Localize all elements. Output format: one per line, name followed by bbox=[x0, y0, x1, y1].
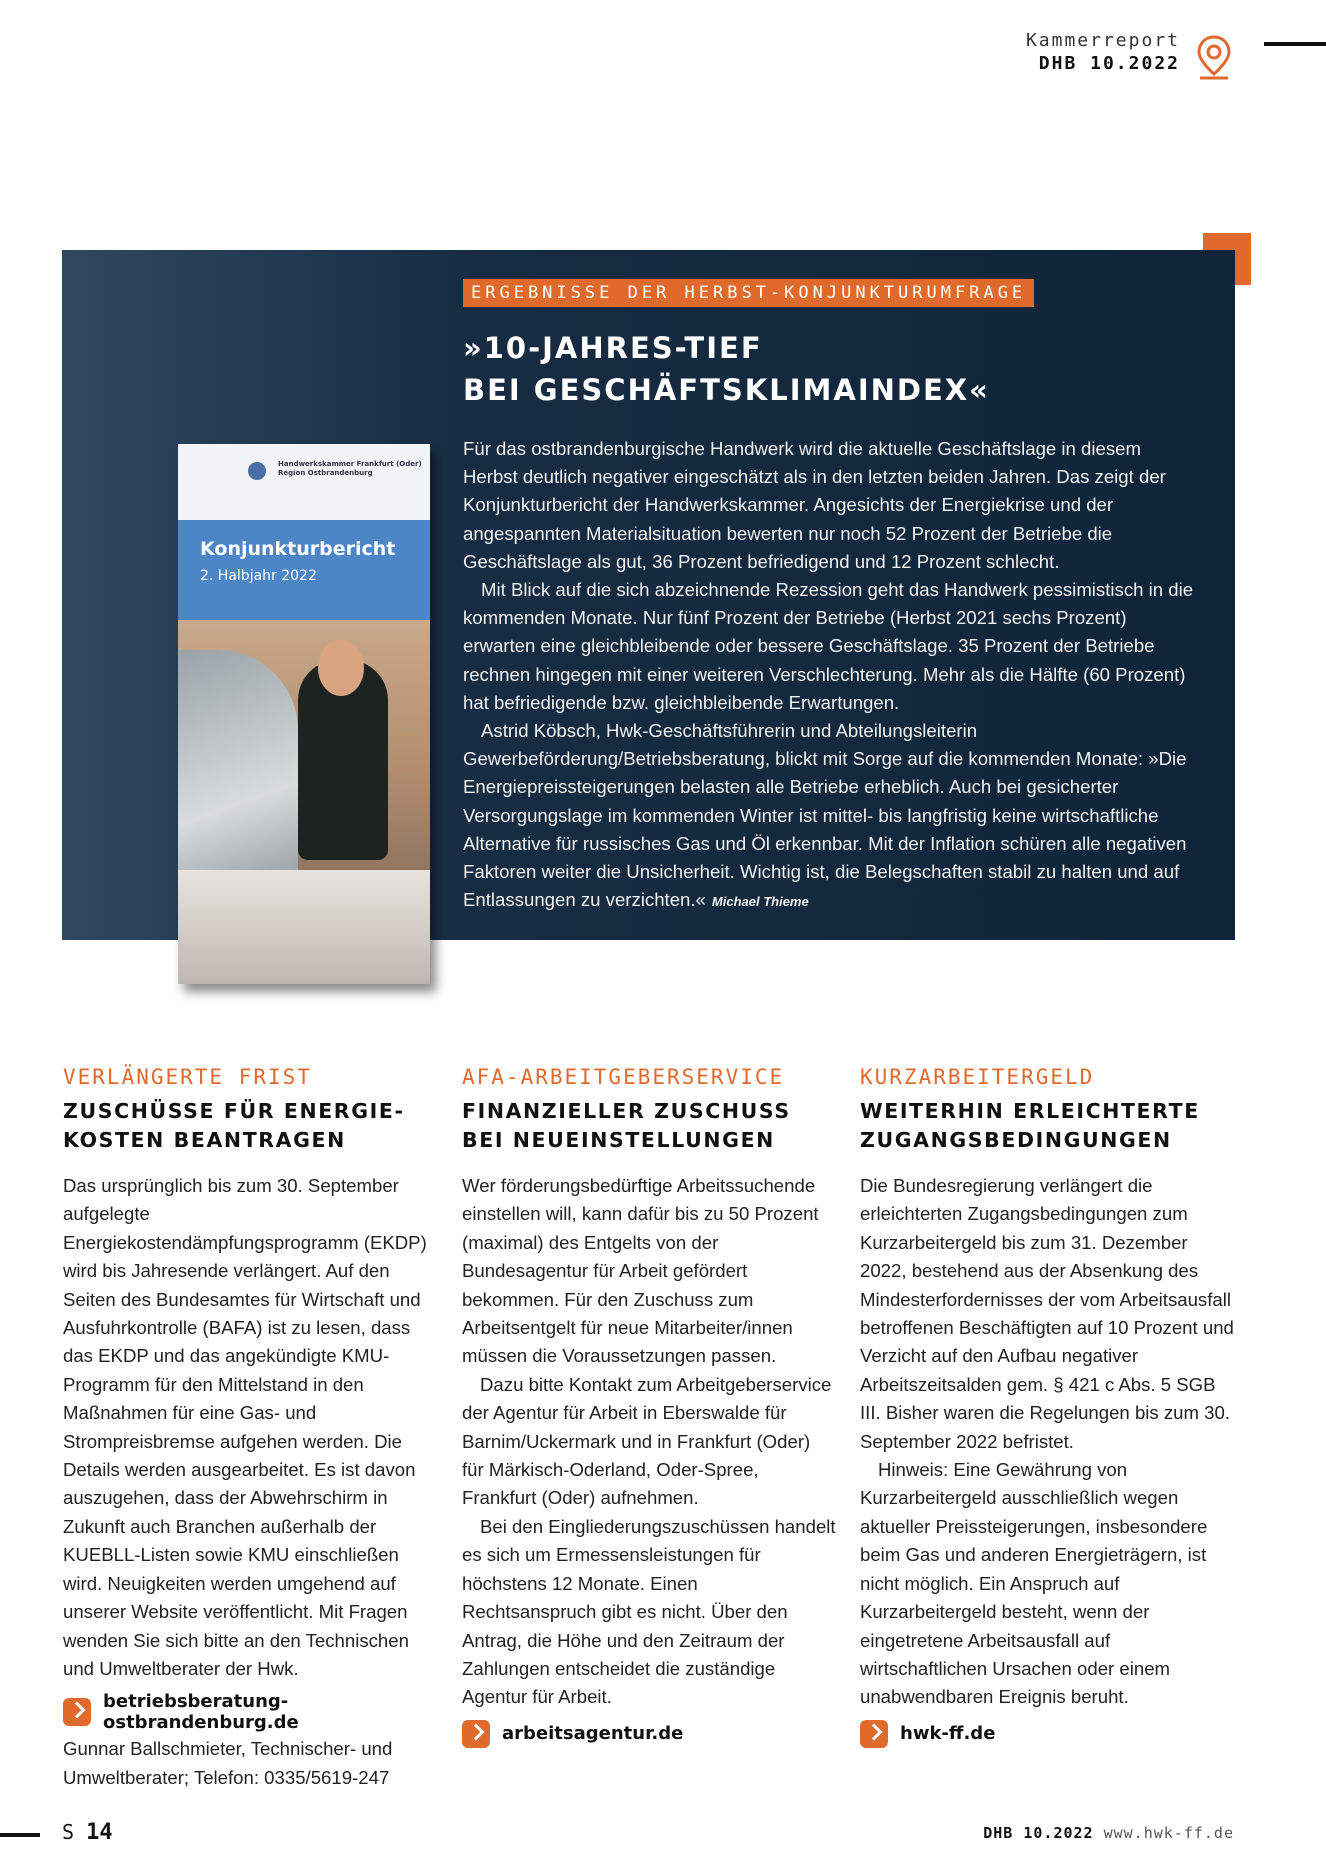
footer-issue: DHB 10.2022 bbox=[983, 1824, 1094, 1842]
column-body: Das ursprünglich bis zum 30. September aufgelegte Energiekostendämpfungsprogramm (EKDP) wird bis Jahresende verlängert. Auf den Seiten des Bundesamtes für Wirtschaft und Ausfuhrkontrolle (BAFA) ist zu lesen, dass das EKDP und das angekündigte KMU-Programm für den Mittelstand in den Maßnahmen für eine Gas- und Strompreisbremse aufgehen werden. Die Details werden ausgearbeitet. Es ist davon auszugehen, dass der Abwehrschirm in Zukunft auch Branchen außerhalb der KUEBLL-Listen sowie KMU einschließen wird. Neuigkeiten werden umgehend auf unserer Website veröffentlicht. Mit Fragen wenden Sie sich bitte an den Technischen und Umweltberater der Hwk. bbox=[63, 1175, 427, 1679]
article-column-2 bbox=[462, 1063, 836, 1748]
column-link[interactable] bbox=[860, 1720, 1234, 1748]
column-title: ZUSCHÜSSE FÜR ENERGIE- KOSTEN BEANTRAGEN bbox=[63, 1099, 405, 1152]
author-byline: Michael Thieme bbox=[711, 894, 809, 910]
feature-paragraph: Mit Blick auf die sich abzeichnende Rezession geht das Handwerk pessimistisch in die kommenden Monate. Nur fünf Prozent der Betriebe (Herbst 2021 sechs Prozent) erwarten eine gleichbleibende oder bessere Geschäftslage. 35 Prozent der Betriebe rechnen hingegen mit einer weiteren Verschlechterung. Mehr als die Hälfte (60 Prozent) hat befriedigende bzw. gleichbleibende Erwartungen. bbox=[463, 579, 1194, 713]
arrow-link-icon bbox=[63, 1698, 91, 1726]
column-kicker: AFA-ARBEITGEBERSERVICE bbox=[462, 1065, 785, 1089]
cover-org: Handwerkskammer Frankfurt (Oder) Region Ostbrandenburg bbox=[278, 460, 422, 477]
feature-body bbox=[463, 435, 1195, 916]
column-body: Wer förderungsbedürftige Arbeitssuchende einstellen will, kann dafür bis zu 50 Prozent (maximal) des Entgelts von der Bundesagentur für Arbeit gefördert bekommen. Für den Zuschuss zum Arbeitsentgelt für neue Mitarbeiter/innen müssen die Voraussetzungen passen. Dazu bitte Kontakt zum Arbeitgeberservice der Agentur für Arbeit in Eberswalde für Barnim/Uckermark und in Frankfurt (Oder) für Märkisch-Oderland, Oder-Spree, Frankfurt (Oder) aufnehmen. Bei den Eingliederungszuschüssen handelt es sich um Ermessensleistungen für höchstens 12 Monate. Einen Rechtsanspruch gibt es nicht. Über den Antrag, die Höhe und den Zeitraum der Zahlungen entscheidet die zuständige Agentur für Arbeit. bbox=[462, 1175, 836, 1708]
column-link[interactable] bbox=[63, 1691, 437, 1733]
column-kicker: KURZARBEITERGELD bbox=[860, 1065, 1095, 1089]
page-header bbox=[1026, 30, 1180, 74]
cover-title: Konjunkturbericht bbox=[200, 538, 396, 560]
page-number: S 14 bbox=[62, 1820, 113, 1845]
link-text[interactable]: arbeitsagentur.de bbox=[502, 1723, 684, 1745]
craftsman-photo bbox=[178, 620, 430, 984]
issue-label: DHB 10.2022 bbox=[1038, 53, 1180, 74]
feature-headline: »10-JAHRES-TIEF BEI GESCHÄFTSKLIMAINDEX« bbox=[463, 331, 990, 407]
section-category: Kammerreport bbox=[1025, 30, 1180, 51]
article-column-3 bbox=[860, 1063, 1234, 1748]
footer-url[interactable]: www.hwk-ff.de bbox=[1103, 1824, 1234, 1842]
footer-info bbox=[983, 1824, 1234, 1842]
header-rule bbox=[1264, 42, 1326, 46]
feature-kicker: ERGEBNISSE DER HERBST-KONJUNKTURUMFRAGE bbox=[463, 279, 1034, 307]
arrow-link-icon bbox=[860, 1720, 888, 1748]
feature-paragraph: Astrid Köbsch, Hwk-Geschäftsführerin und Abteilungsleiterin Gewerbeförderung/Betriebsberatung, blickt mit Sorge auf die kommenden Monate: »Die Energiepreissteigerungen belasten alle Betriebe erheblich. Auch bei gesicherter Versorgungslage im kommenden Winter ist mittel- bis langfristig keine wirtschaftliche Alternative für russisches Gas und Öl erkennbar. Mit der Inflation schüren alle negativen Faktoren weiter die Unsicherheit. Wichtig ist, die Belegschaften stabil zu halten und auf Entlassungen zu verzichten.« Michael Thieme bbox=[463, 720, 1187, 911]
feature-paragraph: Für das ostbrandenburgische Handwerk wird die aktuelle Geschäftslage in diesem Herbst deutlich negativer eingeschätzt als in den letzten beiden Jahren. Das zeigt der Konjunkturbericht der Handwerkskammer. Angesichts der Energiekrise und der angespannten Materialsituation bewerten nur noch 52 Prozent der Betriebe die Geschäftslage als gut, 36 Prozent befriedigend und 12 Prozent schlecht. bbox=[463, 438, 1166, 572]
arrow-link-icon bbox=[462, 1720, 490, 1748]
column-link[interactable] bbox=[462, 1720, 836, 1748]
chamber-logo-icon bbox=[248, 462, 266, 480]
location-pin-icon bbox=[1194, 34, 1234, 82]
column-body: Die Bundesregierung verlängert die erleichterten Zugangsbedingungen zum Kurzarbeitergeld bis zum 31. Dezember 2022, bestehend aus der Absenkung des Mindesterfordernisses der vom Arbeitsausfall betroffenen Beschäftigten auf 10 Prozent und Verzicht auf den Aufbau negativer Arbeitszeitsalden gem. § 421 c Abs. 5 SGB III. Bisher waren die Regelungen bis zum 30. September 2022 befristet. Hinweis: Eine Gewährung von Kurzarbeitergeld ausschließlich wegen aktueller Preissteigerungen, insbesondere beim Gas und anderen Energieträgern, ist nicht möglich. Ein Anspruch auf Kurzarbeitergeld besteht, wenn der eingetretene Arbeitsausfall auf wirtschaftlichen Ursachen oder einem unabwendbaren Ereignis beruht. bbox=[860, 1175, 1234, 1708]
link-text[interactable]: betriebsberatung-ostbrandenburg.de bbox=[103, 1691, 299, 1734]
column-title: FINANZIELLER ZUSCHUSS BEI NEUEINSTELLUNGEN bbox=[462, 1099, 791, 1152]
contact-info: Gunnar Ballschmieter, Technischer- und Umweltberater; Telefon: 0335/5619-247 bbox=[63, 1738, 393, 1788]
column-kicker: VERLÄNGERTE FRIST bbox=[63, 1065, 312, 1089]
article-column-1 bbox=[63, 1063, 437, 1792]
link-text[interactable]: hwk-ff.de bbox=[900, 1723, 996, 1745]
footer-rule bbox=[0, 1833, 40, 1837]
report-cover-image bbox=[178, 444, 430, 984]
column-title: WEITERHIN ERLEICHTERTE ZUGANGSBEDINGUNGEN bbox=[860, 1099, 1200, 1152]
cover-subtitle: 2. Halbjahr 2022 bbox=[200, 568, 317, 584]
